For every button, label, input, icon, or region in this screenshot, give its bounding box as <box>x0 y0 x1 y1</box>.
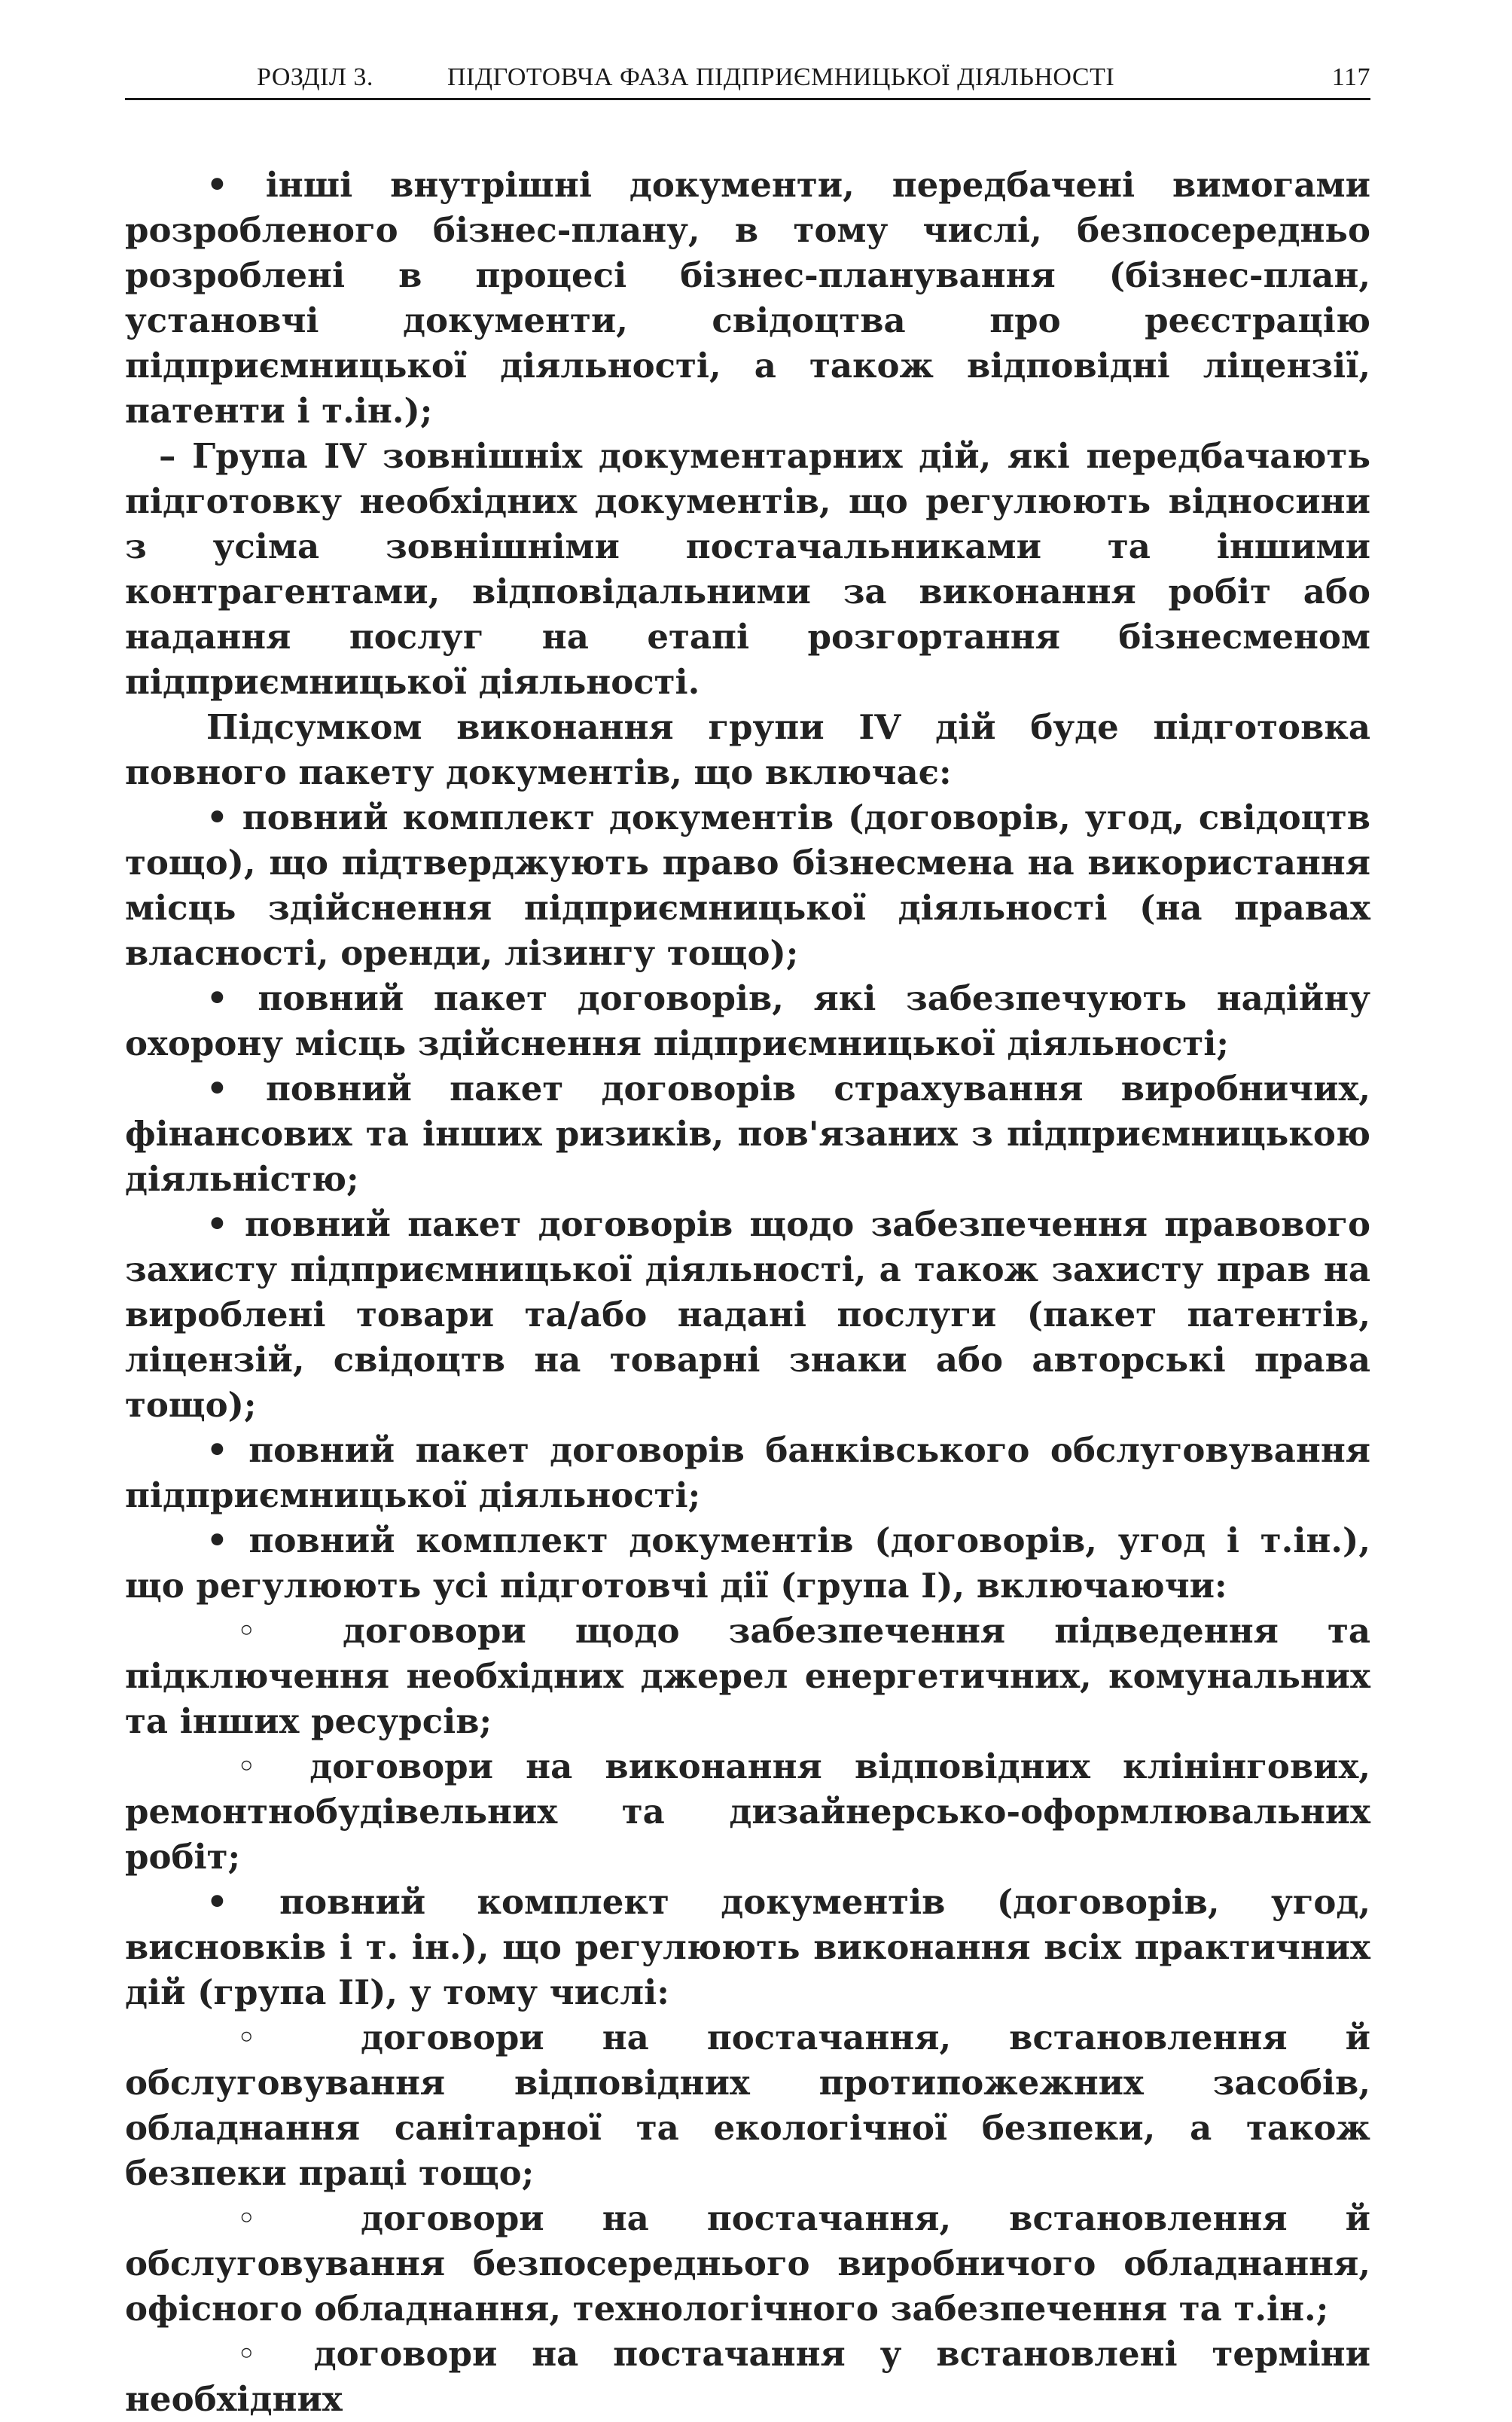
paragraph: ◦ договори на постачання у встановлені терміни необхідних <box>125 2334 1370 2419</box>
paragraph: • повний пакет договорів страхування виробничих, фінансових та інших ризиків, пов'язаних з підприємницькою діяльністю; <box>125 1069 1370 1199</box>
running-header <box>125 59 1370 100</box>
paragraph: • повний пакет договорів банківського обслуговування підприємницької діяльності; <box>125 1430 1370 1515</box>
paragraph: • повний комплект документів (договорів, угод, свідоцтв тощо), що підтверджують право бізнесмена на використання місць здійснення підприємницької діяльності (на правах власності, оренди, лізингу тощо); <box>125 798 1370 973</box>
paragraph: Підсумком виконання групи IV дій буде підготовка повного пакету документів, що включає: <box>125 707 1370 792</box>
paragraph: • повний пакет договорів щодо забезпечення правового захисту підприємницької діяльності, а також захисту прав на вироблені товари та/або надані послуги (пакет патентів, ліцензій, свідоцтв на товарні знаки або авторські права тощо); <box>125 1204 1370 1425</box>
paragraph: ◦ договори щодо забезпечення підведення та підключення необхідних джерел енергетичних, комунальних та інших ресурсів; <box>125 1611 1370 1741</box>
paragraph: – Група IV зовнішніх документарних дій, які передбачають підготовку необхідних документів, що регулюють відносини з усіма зовнішніми постачальниками та іншими контрагентами, відповідальними за виконання робіт або надання послуг на етапі розгортання бізнесменом підприємницької діяльності. <box>125 436 1370 702</box>
paragraph: ◦ договори на постачання, встановлення й обслуговування відповідних протипожежних засобів, обладнання санітарної та екологічної безпеки, а також безпеки праці тощо; <box>125 2018 1370 2193</box>
page-number: 117 <box>1331 63 1370 91</box>
paragraph: • повний комплект документів (договорів, угод, висновків і т. ін.), що регулюють виконання всіх практичних дій (група II), у тому числі: <box>125 1882 1370 2012</box>
chapter-title: ПІДГОТОВЧА ФАЗА ПІДПРИЄМНИЦЬКОЇ ДІЯЛЬНОСТІ <box>447 63 1115 91</box>
paragraph: • інші внутрішні документи, передбачені вимогами розробленого бізнес-плану, в тому числі, безпосередньо розроблені в процесі бізнес-планування (бізнес-план, установчі документи, свідоцтва про реєстрацію підприємницької діяльності, а також відповідні ліцензії, патенти і т.ін.); <box>125 165 1370 431</box>
paragraph: • повний пакет договорів, які забезпечують надійну охорону місць здійснення підприємницької діяльності; <box>125 978 1370 1063</box>
paragraph: • повний комплект документів (договорів, угод і т.ін.), що регулюють усі підготовчі дії (група I), включаючи: <box>125 1521 1370 1606</box>
paragraph: ◦ договори на постачання, встановлення й обслуговування безпосереднього виробничого обладнання, офісного обладнання, технологічного забезпечення та т.ін.; <box>125 2198 1370 2329</box>
paragraph: ◦ договори на виконання відповідних клінінгових, ремонтнобудівельних та дизайнерсько-оформлювальних робіт; <box>125 1746 1370 1877</box>
body-text <box>125 163 1370 2422</box>
section-label: РОЗДІЛ 3. <box>257 63 373 91</box>
